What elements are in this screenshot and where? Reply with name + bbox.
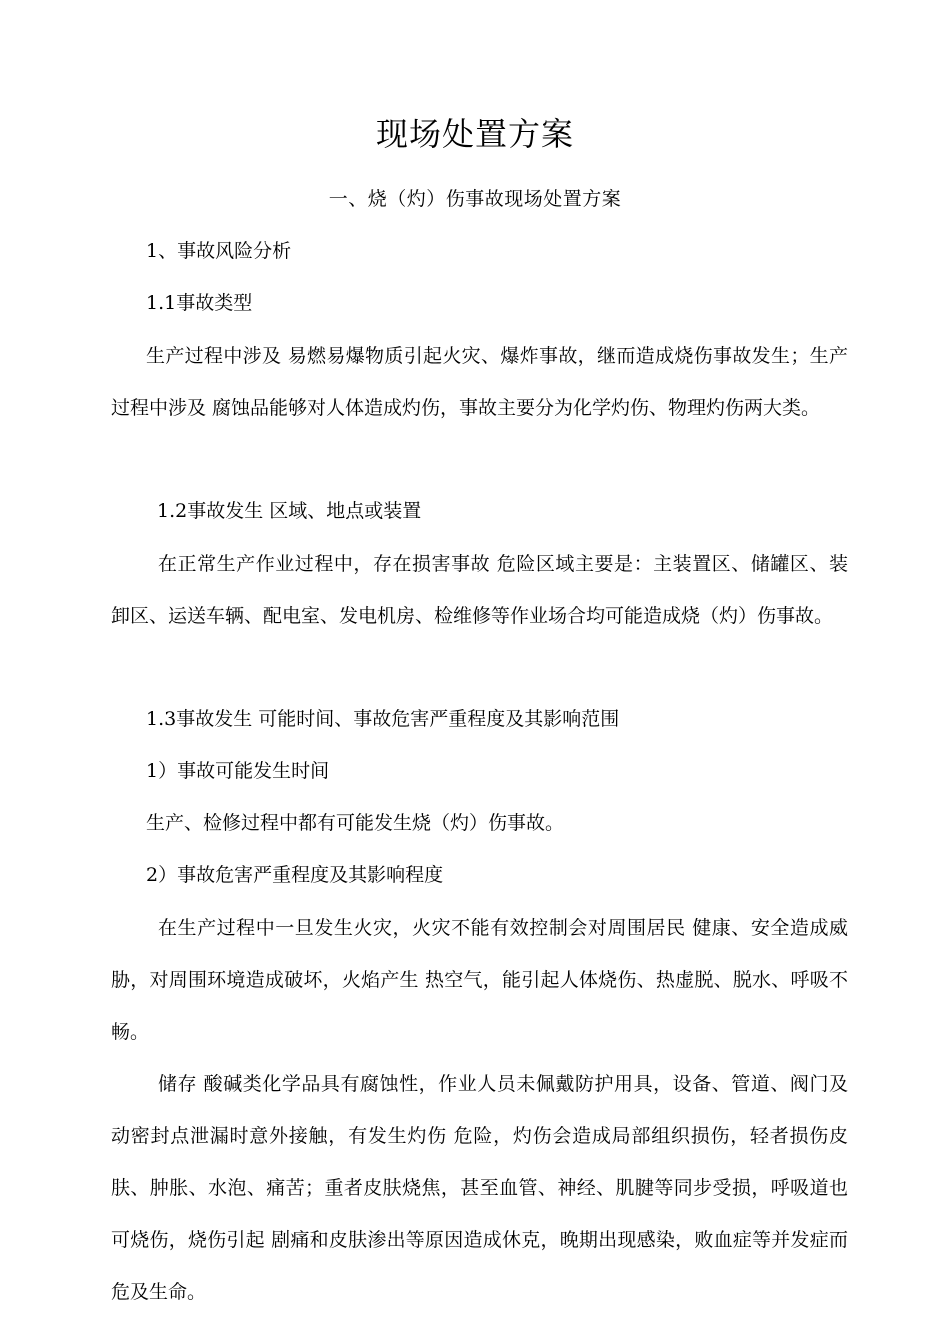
paragraph-fire-hazard: 在生产过程中一旦发生火灾，火灾不能有效控制会对周围居民 健康、安全造成威胁，对周围环境造成破坏，火焰产生 热空气，能引起人体烧伤、热虚脱、脱水、呼吸不畅。 — [111, 917, 848, 1043]
paragraph-accident-area: 在正常生产作业过程中，存在损害事故 危险区域主要是：主装置区、储罐区、装卸区、运送车辆、配电室、发电机房、检维修等作业场合均可能造成烧（灼）伤事故。 — [111, 553, 848, 627]
heading-possible-time: 1）事故可能发生时间 — [146, 760, 330, 782]
heading-accident-type: 1.1事故类型 — [146, 292, 253, 314]
heading-severity: 2）事故危害严重程度及其影响程度 — [146, 864, 444, 886]
paragraph-possible-time: 生产、检修过程中都有可能发生烧（灼）伤事故。 — [146, 812, 565, 834]
paragraph-corrosion-hazard: 储存 酸碱类化学品具有腐蚀性，作业人员未佩戴防护用具，设备、管道、阀门及动密封点泄漏时意外接触，有发生灼伤 危险，灼伤会造成局部组织损伤，轻者损伤皮肤、肿胀、水泡、痛苦；重者皮肤烧焦，甚至血管、神经、肌腱等同步受损，呼吸道也可烧伤，烧伤引起 剧痛和皮肤渗出等原因造成休克，晚期出现感染，败血症等并发症而危及生命。 — [111, 1073, 848, 1303]
paragraph-accident-type: 生产过程中涉及 易燃易爆物质引起火灾、爆炸事故，继而造成烧伤事故发生；生产过程中涉及 腐蚀品能够对人体造成灼伤，事故主要分为化学灼伤、物理灼伤两大类。 — [111, 345, 848, 419]
document-title: 现场处置方案 — [375, 115, 574, 153]
heading-time-severity: 1.3事故发生 可能时间、事故危害严重程度及其影响范围 — [146, 708, 620, 730]
heading-accident-area: 1.2事故发生 区域、地点或装置 — [157, 500, 422, 522]
section-title: 一、烧（灼）伤事故现场处置方案 — [328, 188, 622, 210]
heading-risk-analysis: 1、事故风险分析 — [146, 240, 292, 262]
